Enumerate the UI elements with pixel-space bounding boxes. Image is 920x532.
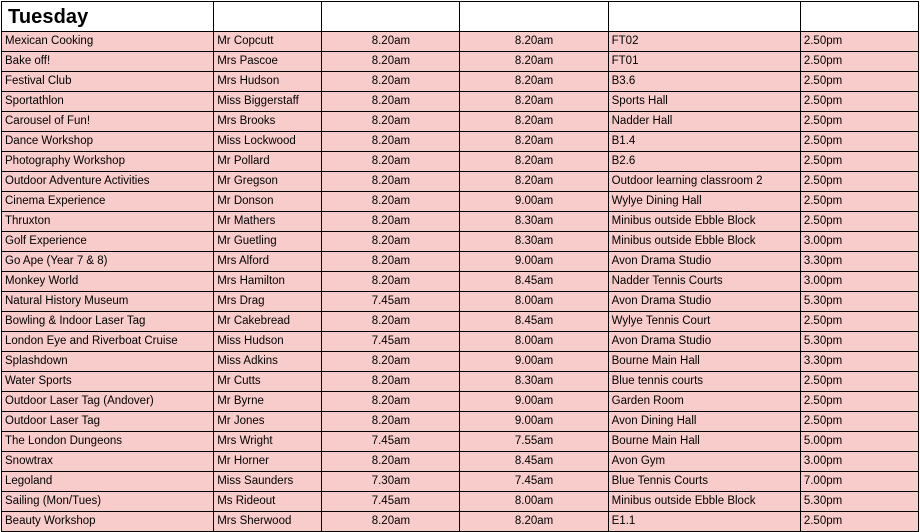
cell-activity: The London Dungeons xyxy=(2,432,214,452)
cell-staff: Mr Byrne xyxy=(214,392,322,412)
table-row xyxy=(2,112,919,132)
cell-activity: Golf Experience xyxy=(2,232,214,252)
cell-staff: Mr Mathers xyxy=(214,212,322,232)
cell-start: 7.55am xyxy=(460,432,608,452)
table-row xyxy=(2,192,919,212)
cell-location: B2.6 xyxy=(608,152,800,172)
cell-location: Bourne Main Hall xyxy=(608,352,800,372)
cell-start: 9.00am xyxy=(460,392,608,412)
cell-location: FT01 xyxy=(608,52,800,72)
cell-staff: Miss Hudson xyxy=(214,332,322,352)
table-row xyxy=(2,212,919,232)
cell-start: 8.45am xyxy=(460,272,608,292)
cell-location: Avon Drama Studio xyxy=(608,332,800,352)
table-row xyxy=(2,412,919,432)
cell-start: 8.20am xyxy=(460,92,608,112)
cell-return: 2.50pm xyxy=(800,92,918,112)
cell-depart: 8.20am xyxy=(322,392,460,412)
cell-start: 9.00am xyxy=(460,252,608,272)
cell-staff: Mr Horner xyxy=(214,452,322,472)
cell-location: Minibus outside Ebble Block xyxy=(608,492,800,512)
cell-depart: 8.20am xyxy=(322,192,460,212)
cell-start: 9.00am xyxy=(460,412,608,432)
table-row xyxy=(2,332,919,352)
schedule-sheet xyxy=(0,1,920,528)
table-row xyxy=(2,432,919,452)
cell-depart: 8.20am xyxy=(322,172,460,192)
cell-location: Bourne Main Hall xyxy=(608,432,800,452)
cell-start: 9.00am xyxy=(460,192,608,212)
cell-staff: Mrs Pascoe xyxy=(214,52,322,72)
cell-start: 8.45am xyxy=(460,312,608,332)
schedule-table-body xyxy=(2,2,919,532)
table-row xyxy=(2,152,919,172)
table-row xyxy=(2,472,919,492)
cell-depart: 8.20am xyxy=(322,412,460,432)
cell-location: FT02 xyxy=(608,32,800,52)
table-row xyxy=(2,452,919,472)
cell-activity: Natural History Museum xyxy=(2,292,214,312)
cell-return: 2.50pm xyxy=(800,412,918,432)
cell-staff: Mr Copcutt xyxy=(214,32,322,52)
cell-location: Blue tennis courts xyxy=(608,372,800,392)
cell-activity: Legoland xyxy=(2,472,214,492)
cell-location: B1.4 xyxy=(608,132,800,152)
cell-staff: Mr Gregson xyxy=(214,172,322,192)
cell-activity: Carousel of Fun! xyxy=(2,112,214,132)
cell-start: 8.00am xyxy=(460,492,608,512)
cell-start: 8.00am xyxy=(460,332,608,352)
cell-depart: 7.45am xyxy=(322,332,460,352)
cell-location: Avon Drama Studio xyxy=(608,252,800,272)
cell-start: 7.45am xyxy=(460,472,608,492)
cell-location: Avon Gym xyxy=(608,452,800,472)
cell-depart: 7.45am xyxy=(322,292,460,312)
cell-activity: Splashdown xyxy=(2,352,214,372)
cell-activity: Water Sports xyxy=(2,372,214,392)
table-row xyxy=(2,292,919,312)
cell-start: 8.20am xyxy=(460,132,608,152)
table-row xyxy=(2,372,919,392)
cell-depart: 8.20am xyxy=(322,152,460,172)
table-row xyxy=(2,52,919,72)
cell-location: Avon Dining Hall xyxy=(608,412,800,432)
cell-depart: 8.20am xyxy=(322,92,460,112)
cell-depart: 8.20am xyxy=(322,352,460,372)
cell-activity: Bake off! xyxy=(2,52,214,72)
cell-return: 2.50pm xyxy=(800,32,918,52)
cell-depart: 8.20am xyxy=(322,52,460,72)
header-return xyxy=(800,2,918,32)
header-depart xyxy=(322,2,460,32)
cell-staff: Mrs Alford xyxy=(214,252,322,272)
cell-return: 2.50pm xyxy=(800,312,918,332)
cell-depart: 7.45am xyxy=(322,432,460,452)
cell-start: 8.20am xyxy=(460,112,608,132)
cell-staff: Miss Saunders xyxy=(214,472,322,492)
cell-activity: Sportathlon xyxy=(2,92,214,112)
table-row xyxy=(2,312,919,332)
header-location xyxy=(608,2,800,32)
cell-return: 3.30pm xyxy=(800,252,918,272)
cell-activity: Beauty Workshop xyxy=(2,512,214,532)
cell-location: Garden Room xyxy=(608,392,800,412)
cell-activity: Thruxton xyxy=(2,212,214,232)
table-row xyxy=(2,252,919,272)
cell-return: 2.50pm xyxy=(800,172,918,192)
cell-location: Avon Drama Studio xyxy=(608,292,800,312)
table-row xyxy=(2,232,919,252)
cell-location: Minibus outside Ebble Block xyxy=(608,232,800,252)
cell-start: 8.30am xyxy=(460,372,608,392)
cell-location: Nadder Hall xyxy=(608,112,800,132)
cell-activity: Dance Workshop xyxy=(2,132,214,152)
cell-start: 8.20am xyxy=(460,32,608,52)
cell-depart: 8.20am xyxy=(322,112,460,132)
cell-return: 2.50pm xyxy=(800,152,918,172)
cell-staff: Mr Donson xyxy=(214,192,322,212)
cell-location: Outdoor learning classroom 2 xyxy=(608,172,800,192)
table-row xyxy=(2,492,919,512)
cell-start: 8.20am xyxy=(460,172,608,192)
cell-activity: Photography Workshop xyxy=(2,152,214,172)
cell-depart: 7.45am xyxy=(322,492,460,512)
cell-location: B3.6 xyxy=(608,72,800,92)
cell-activity: Snowtrax xyxy=(2,452,214,472)
cell-return: 7.00pm xyxy=(800,472,918,492)
cell-depart: 8.20am xyxy=(322,312,460,332)
table-row xyxy=(2,392,919,412)
cell-location: Wylye Dining Hall xyxy=(608,192,800,212)
cell-return: 2.50pm xyxy=(800,132,918,152)
cell-staff: Mr Guetling xyxy=(214,232,322,252)
cell-return: 2.50pm xyxy=(800,392,918,412)
cell-activity: Sailing (Mon/Tues) xyxy=(2,492,214,512)
cell-depart: 8.20am xyxy=(322,32,460,52)
cell-depart: 8.20am xyxy=(322,252,460,272)
cell-start: 8.30am xyxy=(460,212,608,232)
table-row xyxy=(2,272,919,292)
cell-activity: Outdoor Laser Tag xyxy=(2,412,214,432)
schedule-table xyxy=(1,1,919,532)
cell-staff: Mr Pollard xyxy=(214,152,322,172)
cell-start: 8.20am xyxy=(460,152,608,172)
table-row xyxy=(2,172,919,192)
cell-return: 2.50pm xyxy=(800,512,918,532)
cell-location: Blue Tennis Courts xyxy=(608,472,800,492)
table-header-row xyxy=(2,2,919,32)
table-row xyxy=(2,32,919,52)
cell-depart: 8.20am xyxy=(322,232,460,252)
cell-start: 9.00am xyxy=(460,352,608,372)
cell-activity: Outdoor Adventure Activities xyxy=(2,172,214,192)
cell-return: 5.30pm xyxy=(800,492,918,512)
cell-activity: Go Ape (Year 7 & 8) xyxy=(2,252,214,272)
header-start xyxy=(460,2,608,32)
cell-return: 2.50pm xyxy=(800,212,918,232)
cell-staff: Mrs Hamilton xyxy=(214,272,322,292)
cell-location: Sports Hall xyxy=(608,92,800,112)
table-row xyxy=(2,72,919,92)
cell-return: 2.50pm xyxy=(800,372,918,392)
cell-activity: Cinema Experience xyxy=(2,192,214,212)
cell-return: 3.30pm xyxy=(800,352,918,372)
cell-return: 5.30pm xyxy=(800,332,918,352)
cell-staff: Miss Lockwood xyxy=(214,132,322,152)
cell-staff: Miss Adkins xyxy=(214,352,322,372)
cell-start: 8.45am xyxy=(460,452,608,472)
header-staff xyxy=(214,2,322,32)
cell-location: E1.1 xyxy=(608,512,800,532)
cell-start: 8.20am xyxy=(460,72,608,92)
cell-activity: Mexican Cooking xyxy=(2,32,214,52)
cell-activity: London Eye and Riverboat Cruise xyxy=(2,332,214,352)
cell-start: 8.00am xyxy=(460,292,608,312)
cell-depart: 8.20am xyxy=(322,212,460,232)
cell-activity: Monkey World xyxy=(2,272,214,292)
cell-depart: 8.20am xyxy=(322,512,460,532)
cell-depart: 8.20am xyxy=(322,372,460,392)
cell-staff: Mrs Drag xyxy=(214,292,322,312)
cell-activity: Bowling & Indoor Laser Tag xyxy=(2,312,214,332)
cell-staff: Miss Biggerstaff xyxy=(214,92,322,112)
cell-staff: Mrs Wright xyxy=(214,432,322,452)
cell-return: 2.50pm xyxy=(800,192,918,212)
cell-depart: 8.20am xyxy=(322,452,460,472)
cell-location: Wylye Tennis Court xyxy=(608,312,800,332)
cell-return: 5.00pm xyxy=(800,432,918,452)
cell-start: 8.20am xyxy=(460,512,608,532)
cell-return: 5.30pm xyxy=(800,292,918,312)
cell-return: 3.00pm xyxy=(800,452,918,472)
cell-activity: Outdoor Laser Tag (Andover) xyxy=(2,392,214,412)
cell-staff: Ms Rideout xyxy=(214,492,322,512)
cell-staff: Mr Cutts xyxy=(214,372,322,392)
table-row xyxy=(2,132,919,152)
cell-depart: 8.20am xyxy=(322,72,460,92)
table-row xyxy=(2,92,919,112)
table-row xyxy=(2,352,919,372)
cell-location: Minibus outside Ebble Block xyxy=(608,212,800,232)
cell-staff: Mr Cakebread xyxy=(214,312,322,332)
cell-depart: 7.30am xyxy=(322,472,460,492)
day-title: Tuesday xyxy=(2,2,214,32)
table-row xyxy=(2,512,919,532)
cell-staff: Mrs Brooks xyxy=(214,112,322,132)
cell-return: 2.50pm xyxy=(800,72,918,92)
cell-start: 8.30am xyxy=(460,232,608,252)
cell-activity: Festival Club xyxy=(2,72,214,92)
cell-start: 8.20am xyxy=(460,52,608,72)
cell-staff: Mrs Sherwood xyxy=(214,512,322,532)
cell-location: Nadder Tennis Courts xyxy=(608,272,800,292)
cell-return: 2.50pm xyxy=(800,112,918,132)
cell-return: 3.00pm xyxy=(800,272,918,292)
cell-return: 3.00pm xyxy=(800,232,918,252)
cell-staff: Mrs Hudson xyxy=(214,72,322,92)
cell-depart: 8.20am xyxy=(322,132,460,152)
cell-return: 2.50pm xyxy=(800,52,918,72)
cell-depart: 8.20am xyxy=(322,272,460,292)
cell-staff: Mr Jones xyxy=(214,412,322,432)
